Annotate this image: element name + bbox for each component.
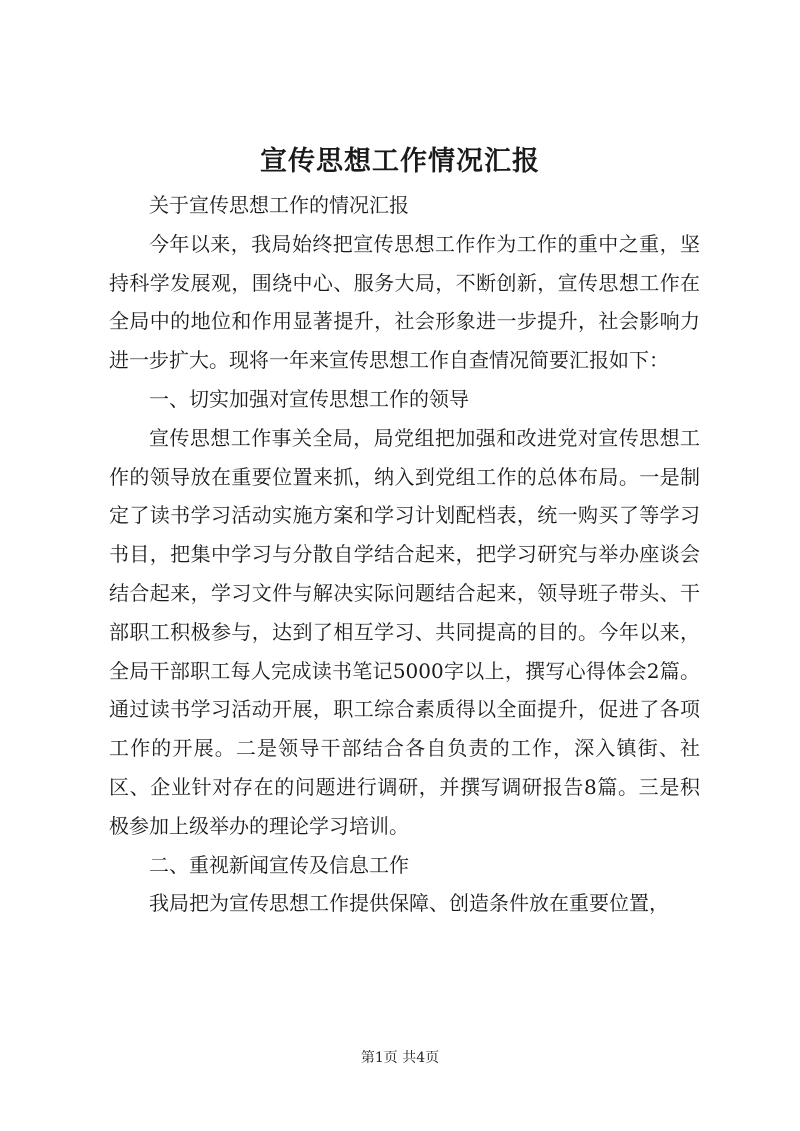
document-title: 宣传思想工作情况汇报 <box>260 146 540 177</box>
subtitle-paragraph: 关于宣传思想工作的情况汇报 <box>149 193 409 217</box>
section-1-paragraph: 宣传思想工作事关全局，局党组把加强和改进党对宣传思想工作的领导放在重要位置来抓，纳入到党组工作的总体布局。一是制定了读书学习活动实施方案和学习计划配档表，统一购买了等学习书目，把集中学习与分散自学结合起来，把学习研究与举办座谈会结合起来，学习文件与解决实际问题结合起来，领导班子带头、干部职工积极参与，达到了相互学习、共同提高的目的。今年以来，全局干部职工每人完成读书笔记5000字以上，撰写心得体会2篇。通过读书学习活动开展，职工综合素质得以全面提升，促进了各项工作的开展。二是领导干部结合各自负责的工作，深入镇街、社区、企业针对存在的问题进行调研，并撰写调研报告8篇。三是积极参加上级举办的理论学习培训。 <box>109 425 700 838</box>
section-2-paragraph: 我局把为宣传思想工作提供保障、创造条件放在重要位置， <box>149 891 669 916</box>
page-footer: 第1页 共4页 <box>360 1050 440 1066</box>
document-body <box>109 186 700 923</box>
section-heading-1: 一、切实加强对宣传思想工作的领导 <box>149 386 469 411</box>
section-heading-2: 二、重视新闻宣传及信息工作 <box>149 852 409 877</box>
intro-paragraph: 今年以来，我局始终把宣传思想工作作为工作的重中之重，坚持科学发展观，围绕中心、服务大局，不断创新，宣传思想工作在全局中的地位和作用显著提升，社会形象进一步提升，社会影响力进一步扩大。现将一年来宣传思想工作自查情况简要汇报如下： <box>109 231 700 373</box>
